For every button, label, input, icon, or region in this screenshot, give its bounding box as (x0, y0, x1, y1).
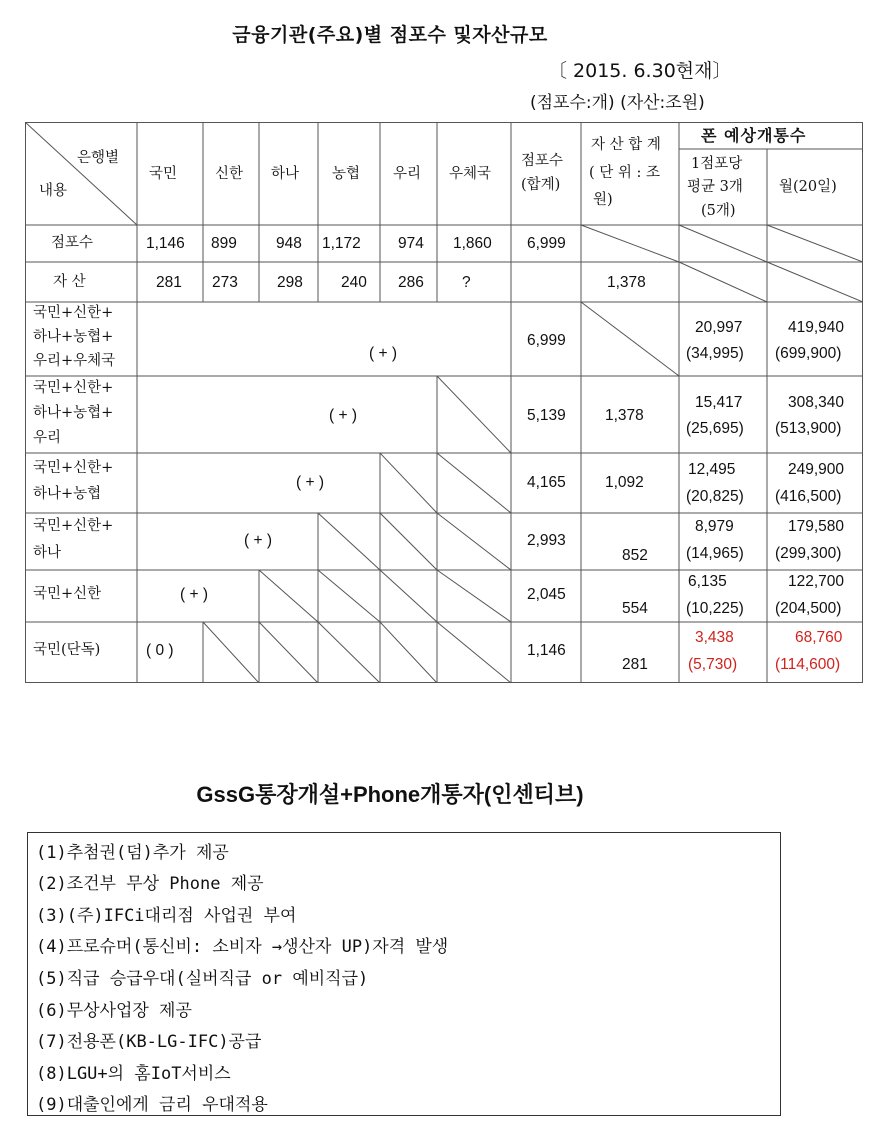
combo5-per-branch: 6,135 (688, 573, 727, 590)
asset-nonghyup: 240 (341, 274, 367, 291)
combo4-per-branch-alt: (14,965) (686, 545, 744, 562)
combo2-monthly-alt: (513,900) (775, 420, 842, 437)
asset-woori: 286 (398, 274, 424, 291)
branch-hana: 948 (276, 235, 302, 252)
asset-kookmin: 281 (156, 274, 182, 291)
asset-hana: 298 (277, 274, 303, 291)
combo1-label-l2: 하나+농협+ (33, 329, 114, 345)
header-per-branch-l3: (5개) (701, 203, 736, 219)
incentive-item-3: (3)(주)IFCi대리점 사업권 부여 (36, 906, 297, 926)
header-per-branch-l1: 1점포당 (691, 156, 743, 172)
combo3-span: ( + ) (296, 474, 324, 491)
branch-shinhan: 899 (211, 235, 237, 252)
combo3-branch-total: 4,165 (527, 474, 566, 491)
asset-shinhan: 273 (212, 274, 238, 291)
combo4-label-l2: 하나 (33, 545, 62, 561)
combo2-per-branch: 15,417 (695, 394, 743, 411)
combo4-asset-total: 852 (622, 547, 648, 564)
combo1-label-l3: 우리+우체국 (33, 353, 116, 369)
combo2-asset-total: 1,378 (605, 407, 644, 424)
corner-header-bottom: 내용 (39, 183, 68, 199)
incentive-item-8: (8)LGU+의 홈IoT서비스 (36, 1064, 231, 1084)
combo2-branch-total: 5,139 (527, 407, 566, 424)
header-monthly: 월(20일) (779, 179, 837, 195)
combo5-label-l1: 국민+신한 (33, 586, 102, 602)
branch-total: 6,999 (527, 235, 566, 252)
incentive-item-2: (2)조건부 무상 Phone 제공 (36, 874, 264, 894)
combo1-span: ( + ) (369, 345, 397, 362)
combo1-branch-total: 6,999 (527, 332, 566, 349)
incentive-item-5: (5)직급 승급우대(실버직급 or 예비직급) (36, 969, 369, 989)
combo2-span: ( + ) (329, 407, 357, 424)
combo5-branch-total: 2,045 (527, 586, 566, 603)
combo4-monthly: 179,580 (788, 518, 845, 535)
header-branch-total-l2: (합계) (521, 177, 561, 193)
combo5-span: ( + ) (180, 586, 208, 603)
header-asset-total-l2: ( 단 위 : 조 (589, 165, 660, 181)
combo2-label-l2: 하나+농협+ (33, 405, 114, 421)
combo6-monthly: 68,760 (795, 629, 843, 646)
combo3-monthly: 249,900 (788, 461, 845, 478)
combo2-label-l1: 국민+신한+ (33, 380, 114, 396)
date-note: 〔 2015. 6.30현재〕 (548, 60, 732, 82)
combo1-per-branch-alt: (34,995) (686, 345, 744, 362)
combo4-span: ( + ) (244, 532, 272, 549)
incentive-item-6: (6)무상사업장 제공 (36, 1001, 192, 1021)
header-bank-post: 우체국 (449, 166, 492, 182)
row-branch-label: 점포수 (51, 235, 94, 251)
header-branch-total-l1: 점포수 (521, 153, 564, 169)
combo6-label-l1: 국민(단독) (33, 642, 101, 658)
header-asset-total-l1: 자 산 합 계 (591, 137, 661, 153)
header-bank-woori: 우리 (393, 166, 422, 182)
header-phone-group: 폰 예상개통수 (701, 126, 807, 145)
header-bank-kookmin: 국민 (149, 166, 178, 182)
combo5-per-branch-alt: (10,225) (686, 600, 744, 617)
corner-header-top: 은행별 (77, 150, 120, 166)
asset-post: ? (462, 274, 471, 291)
combo6-span: ( 0 ) (146, 642, 174, 659)
combo5-monthly: 122,700 (788, 573, 845, 590)
combo4-branch-total: 2,993 (527, 532, 566, 549)
header-per-branch-l2: 평균 3개 (687, 179, 743, 195)
units-note: (점포수:개) (자산:조원) (530, 93, 705, 113)
incentive-list-box (27, 832, 781, 1116)
combo2-label-l3: 우리 (33, 430, 62, 446)
branch-kookmin: 1,146 (146, 235, 185, 252)
page-title: 금융기관(주요)별 점포수 및자산규모 (232, 24, 548, 46)
branch-post: 1,860 (453, 235, 492, 252)
combo6-per-branch: 3,438 (695, 629, 734, 646)
combo3-per-branch-alt: (20,825) (686, 488, 744, 505)
asset-total: 1,378 (607, 274, 646, 291)
combo4-monthly-alt: (299,300) (775, 545, 842, 562)
combo1-monthly: 419,940 (788, 319, 845, 336)
combo4-per-branch: 8,979 (695, 518, 734, 535)
combo6-branch-total: 1,146 (527, 642, 566, 659)
combo3-label-l1: 국민+신한+ (33, 460, 114, 476)
branch-woori: 974 (398, 235, 424, 252)
combo2-per-branch-alt: (25,695) (686, 420, 744, 437)
combo3-per-branch: 12,495 (688, 461, 736, 478)
header-bank-hana: 하나 (271, 166, 300, 182)
combo1-label-l1: 국민+신한+ (33, 305, 114, 321)
header-asset-total-l3: 원) (593, 192, 613, 208)
incentive-item-4: (4)프로슈머(통신비: 소비자 →생산자 UP)자격 발생 (36, 937, 449, 957)
combo3-monthly-alt: (416,500) (775, 488, 842, 505)
combo6-monthly-alt: (114,600) (775, 656, 841, 673)
combo3-asset-total: 1,092 (605, 474, 644, 491)
incentive-item-9: (9)대출인에게 금리 우대적용 (36, 1095, 268, 1115)
incentive-section-title: GssG통장개설+Phone개통자(인센티브) (196, 782, 584, 807)
combo5-monthly-alt: (204,500) (775, 600, 842, 617)
combo2-monthly: 308,340 (788, 394, 845, 411)
incentive-item-1: (1)추첨권(덤)추가 제공 (36, 843, 229, 863)
combo3-label-l2: 하나+농협 (33, 486, 102, 502)
row-asset-label: 자 산 (53, 274, 86, 290)
combo1-monthly-alt: (699,900) (775, 345, 842, 362)
combo4-label-l1: 국민+신한+ (33, 518, 114, 534)
combo1-per-branch: 20,997 (695, 319, 743, 336)
combo5-asset-total: 554 (622, 600, 648, 617)
branch-nonghyup: 1,172 (322, 235, 361, 252)
incentive-item-7: (7)전용폰(KB-LG-IFC)공급 (36, 1032, 262, 1052)
header-bank-shinhan: 신한 (215, 166, 244, 182)
header-bank-nonghyup: 농협 (332, 166, 361, 182)
branch-asset-table (25, 122, 863, 683)
combo6-asset-total: 281 (622, 656, 648, 673)
combo6-per-branch-alt: (5,730) (688, 656, 738, 673)
